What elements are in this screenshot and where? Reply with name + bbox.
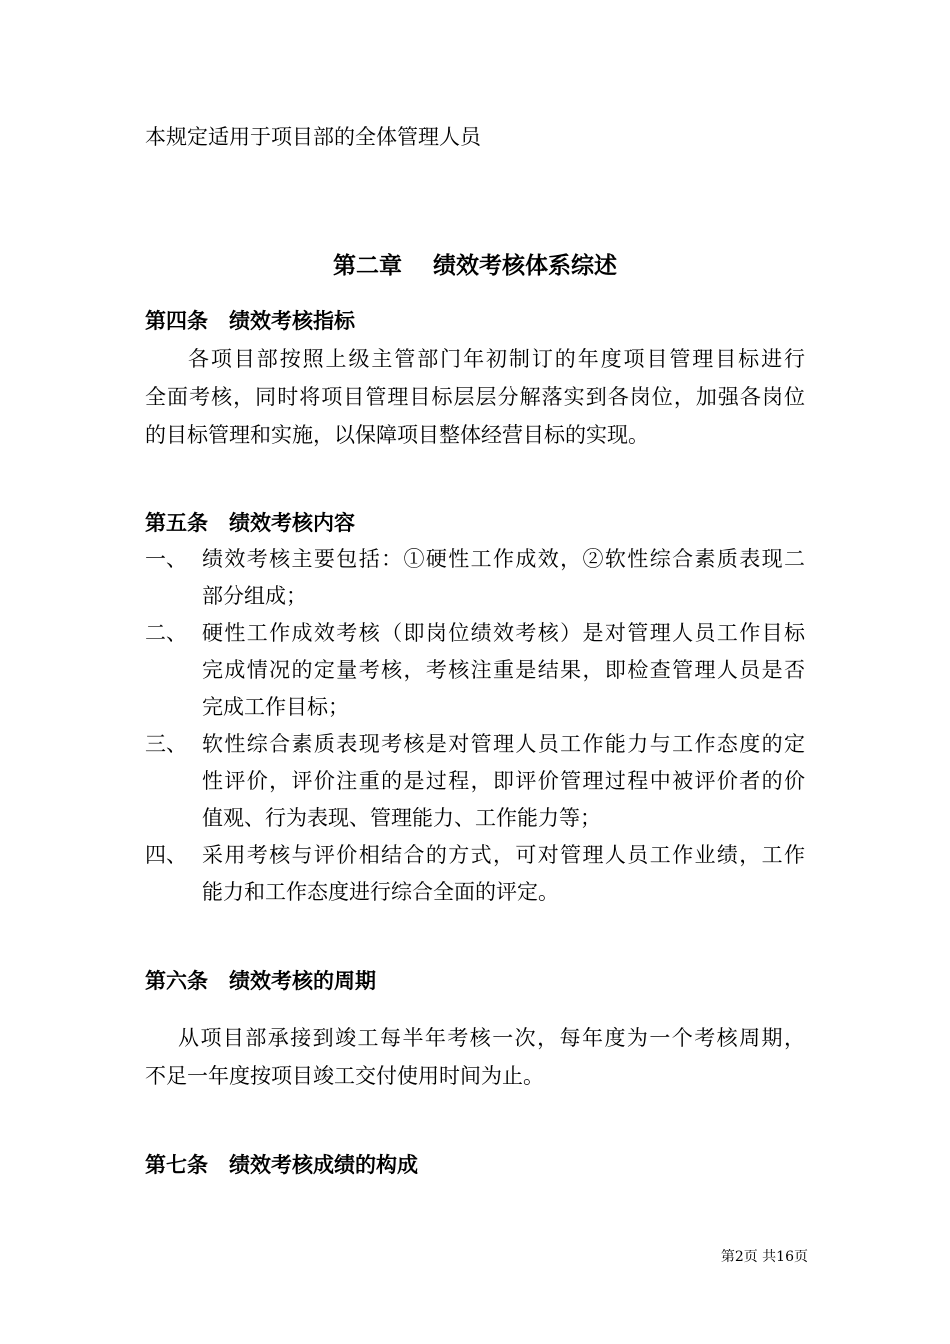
article6-heading: 第六条 绩效考核的周期 (145, 969, 376, 993)
list-item-line: 采用考核与评价相结合的方式，可对管理人员工作业绩，工作 (202, 843, 805, 867)
article4-paragraph-line: 全面考核，同时将项目管理目标层层分解落实到各岗位，加强各岗位 (145, 385, 805, 409)
article4-paragraph-line: 的目标管理和实施，以保障项目整体经营目标的实现。 (145, 423, 649, 447)
article6-paragraph-line: 不足一年度按项目竣工交付使用时间为止。 (145, 1064, 544, 1088)
article7-heading: 第七条 绩效考核成绩的构成 (145, 1153, 418, 1177)
list-item-line: 软性综合素质表现考核是对管理人员工作能力与工作态度的定 (202, 732, 805, 756)
list-item-line: 能力和工作态度进行综合全面的评定。 (202, 880, 559, 904)
article4-paragraph-line: 各项目部按照上级主管部门年初制订的年度项目管理目标进行 (188, 347, 805, 371)
list-item-line: 值观、行为表现、管理能力、工作能力等； (202, 806, 601, 830)
article4-heading: 第四条 绩效考核指标 (145, 309, 355, 333)
page-number-footer: 第2页 共16页 (720, 1249, 808, 1265)
list-item-line: 部分组成； (202, 584, 307, 608)
article6-paragraph-line: 从项目部承接到竣工每半年考核一次，每年度为一个考核周期， (178, 1026, 805, 1050)
list-item-number: 一、 (145, 547, 187, 571)
list-item-line: 完成工作目标； (202, 695, 349, 719)
list-item-number: 三、 (145, 732, 187, 756)
list-item-number: 二、 (145, 621, 187, 645)
list-item-line: 性评价，评价注重的是过程，即评价管理过程中被评价者的价 (202, 769, 805, 793)
list-item-line: 绩效考核主要包括：①硬性工作成效，②软性综合素质表现二 (202, 547, 805, 571)
list-item-line: 完成情况的定量考核，考核注重是结果，即检查管理人员是否 (202, 658, 805, 682)
chapter-title: 第二章 绩效考核体系综述 (332, 253, 617, 279)
list-item-line: 硬性工作成效考核（即岗位绩效考核）是对管理人员工作目标 (202, 621, 805, 645)
intro-line: 本规定适用于项目部的全体管理人员 (145, 125, 481, 149)
article5-heading: 第五条 绩效考核内容 (145, 511, 355, 535)
list-item-number: 四、 (145, 843, 187, 867)
